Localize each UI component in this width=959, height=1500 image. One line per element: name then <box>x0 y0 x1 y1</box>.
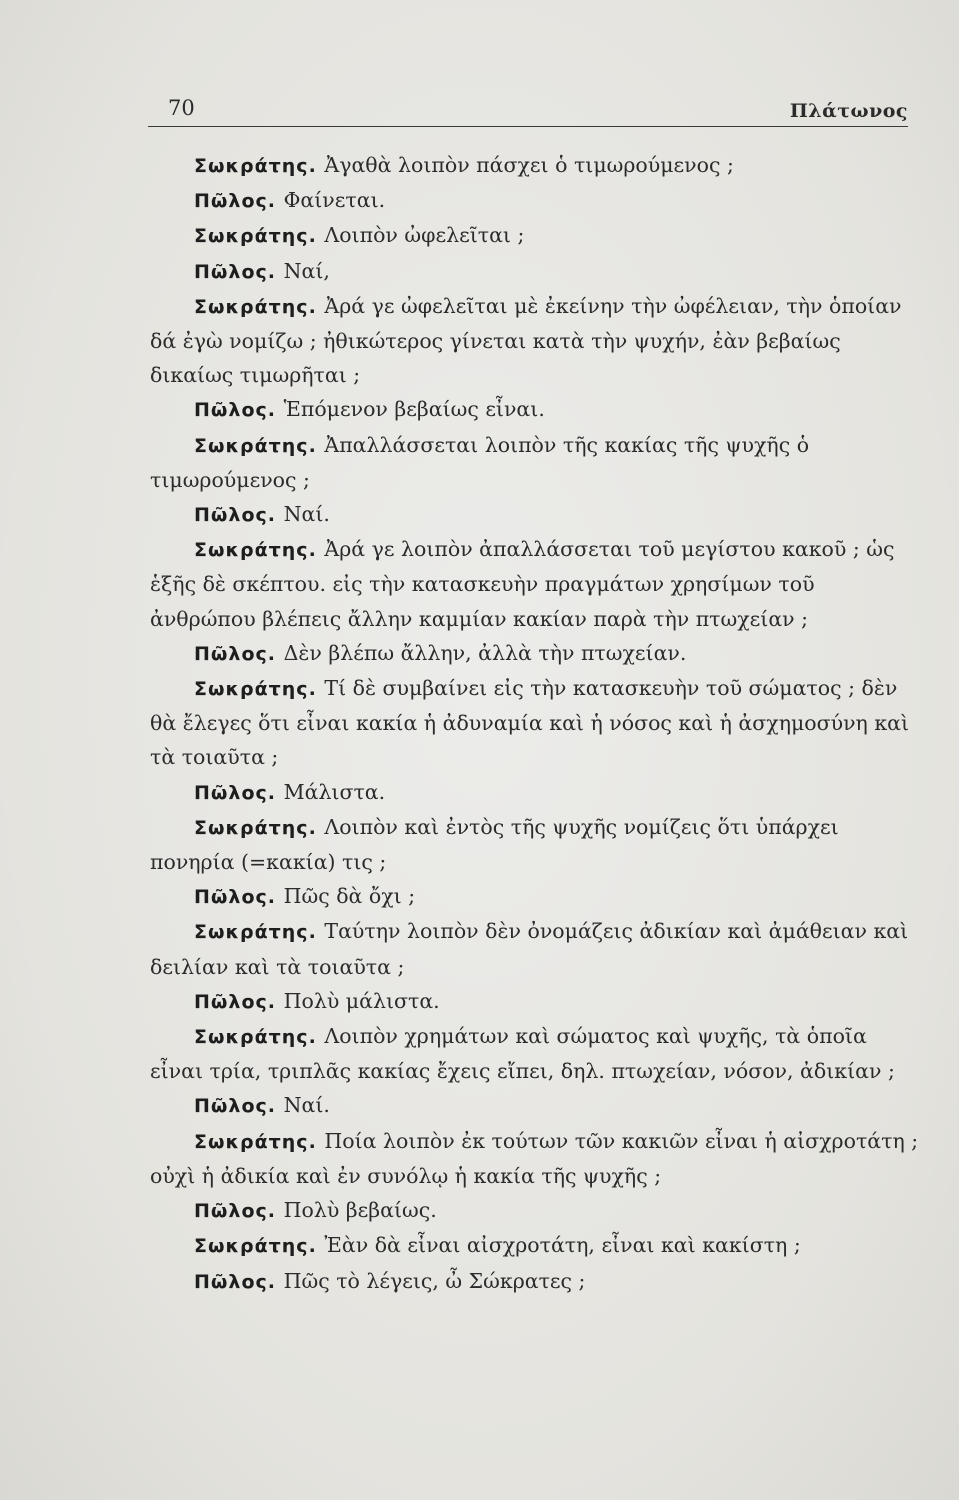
speech: Ναί. <box>283 1093 330 1118</box>
speaker-name: Πῶλος . <box>194 886 284 908</box>
speech: Ταύτην λοιπὸν δὲν ὀνομάζεις ἀδικίαν καὶ ἀμάθειαν καὶ δειλίαν καὶ τὰ τοιαῦτα ; <box>150 919 909 979</box>
running-title: Πλάτωνος <box>789 100 908 122</box>
dialogue-turn <box>150 1124 920 1193</box>
dialogue-turn <box>150 1088 920 1123</box>
speech: Πολὺ μάλιστα. <box>283 988 440 1013</box>
speech: Ποία λοιπὸν ἐκ τούτων τῶν κακιῶν εἶναι ἡ αἰσχροτάτη ; οὐχὶ ἡ ἀδικία καὶ ἐν συνόλῳ ἡ κακία τῆς ψυχῆς ; <box>150 1128 919 1188</box>
speech: Ναί, <box>283 258 330 283</box>
dialogue-turn <box>150 879 920 914</box>
speech: Πῶς τὸ λέγεις, ὦ Σώκρατες ; <box>283 1268 586 1293</box>
dialogue-turn <box>150 1019 920 1088</box>
speech: Ἀρά γε ὠφελεῖται μὲ ἐκείνην τὴν ὠφέλειαν, τὴν ὁποίαν δά ἐγὼ νομίζω ; ἠθικώτερος γίνεται κατὰ τὴν ψυχήν, ἐὰν βεβαίως δικαίως τιμωρῆται ; <box>150 293 902 388</box>
dialogue-turn <box>150 497 920 532</box>
dialogue-turn <box>150 636 920 671</box>
dialogue-text <box>150 148 920 1299</box>
dialogue-turn <box>150 532 920 636</box>
speech: Πῶς δὰ ὄχι ; <box>283 884 416 909</box>
speech: Μάλιστα. <box>283 779 386 804</box>
dialogue-turn <box>150 914 920 983</box>
speaker-name: Σωκράτης . <box>194 539 324 561</box>
speech: Πολὺ βεβαίως. <box>283 1198 437 1223</box>
dialogue-turn <box>150 671 920 775</box>
speaker-name: Πῶλος . <box>194 190 284 212</box>
speaker-name: Σωκράτης . <box>194 435 324 457</box>
speech: Ἀπαλλάσσεται λοιπὸν τῆς κακίας τῆς ψυχῆς ὁ τιμωρούμενος ; <box>150 432 810 492</box>
speaker-name: Σωκράτης . <box>194 817 324 839</box>
speaker-name: Πῶλος . <box>194 643 284 665</box>
dialogue-turn <box>150 254 920 289</box>
speaker-name: Σωκράτης . <box>194 678 324 700</box>
speech: Ἑπόμενον βεβαίως εἶναι. <box>283 397 545 422</box>
speaker-name: Σωκράτης . <box>194 225 324 247</box>
speech: Λοιπὸν χρημάτων καὶ σώματος καὶ ψυχῆς, τὰ ὁποῖα εἶναι τρία, τριπλᾶς κακίας ἔχεις εἴπει, δηλ. πτωχείαν, νόσον, ἀδικίαν ; <box>150 1024 895 1084</box>
speech: Τί δὲ συμβαίνει εἰς τὴν κατασκευὴν τοῦ σώματος ; δὲν θὰ ἔλεγες ὅτι εἶναι κακία ἡ ἀδυναμία καὶ ἡ νόσος καὶ ἡ ἀσχημοσύνη καὶ τὰ τοιαῦτα ; <box>150 676 910 770</box>
speaker-name: Σωκράτης . <box>194 1026 324 1048</box>
speaker-name: Σωκράτης . <box>194 1235 324 1257</box>
dialogue-turn <box>150 1193 920 1228</box>
speaker-name: Πῶλος . <box>194 782 284 804</box>
speaker-name: Πῶλος . <box>194 504 284 526</box>
speaker-name: Πῶλος . <box>194 991 284 1013</box>
page-number: 70 <box>168 96 195 120</box>
speaker-name: Πῶλος . <box>194 399 284 421</box>
speaker-name: Πῶλος . <box>194 1095 284 1117</box>
speech: Ναί. <box>283 502 330 527</box>
dialogue-turn <box>150 218 920 253</box>
speech: Λοιπὸν ὠφελεῖται ; <box>324 223 525 248</box>
speaker-name: Πῶλος . <box>194 261 284 283</box>
dialogue-turn <box>150 289 920 393</box>
speech: Ἀρά γε λοιπὸν ἀπαλλάσσεται τοῦ μεγίστου κακοῦ ; ὡς ἑξῆς δὲ σκέπτου. εἰς τὴν κατασκευὴν πραγμάτων χρησίμων τοῦ ἀνθρώπου βλέπεις ἄλλην καμμίαν κακίαν παρὰ τὴν πτωχείαν ; <box>150 537 895 631</box>
dialogue-turn <box>150 984 920 1019</box>
dialogue-turn <box>150 428 920 497</box>
speaker-name: Σωκράτης . <box>194 296 324 318</box>
speech: Ἀγαθὰ λοιπὸν πάσχει ὁ τιμωρούμενος ; <box>324 153 734 177</box>
speech: Ἐὰν δὰ εἶναι αἰσχροτάτη, εἶναι καὶ κακίστη ; <box>324 1233 801 1258</box>
dialogue-turn <box>150 775 920 810</box>
speaker-name: Πῶλος . <box>194 1200 284 1222</box>
speech: Λοιπὸν καὶ ἐντὸς τῆς ψυχῆς νομίζεις ὅτι ὑπάρχει πονηρία (=κακία) τις ; <box>150 814 839 875</box>
dialogue-turn <box>150 148 920 183</box>
dialogue-turn <box>150 810 920 879</box>
page-header <box>148 92 908 127</box>
dialogue-turn <box>150 1228 920 1263</box>
speaker-name: Σωκράτης . <box>194 155 324 177</box>
dialogue-turn <box>150 183 920 218</box>
dialogue-turn <box>150 1264 920 1299</box>
speaker-name: Σωκράτης . <box>194 921 324 943</box>
speech: Φαίνεται. <box>283 188 386 213</box>
speech: Δὲν βλέπω ἄλλην, ἀλλὰ τὴν πτωχείαν. <box>283 640 687 665</box>
speaker-name: Σωκράτης . <box>194 1131 324 1153</box>
dialogue-turn <box>150 392 920 427</box>
speaker-name: Πῶλος . <box>194 1271 284 1293</box>
